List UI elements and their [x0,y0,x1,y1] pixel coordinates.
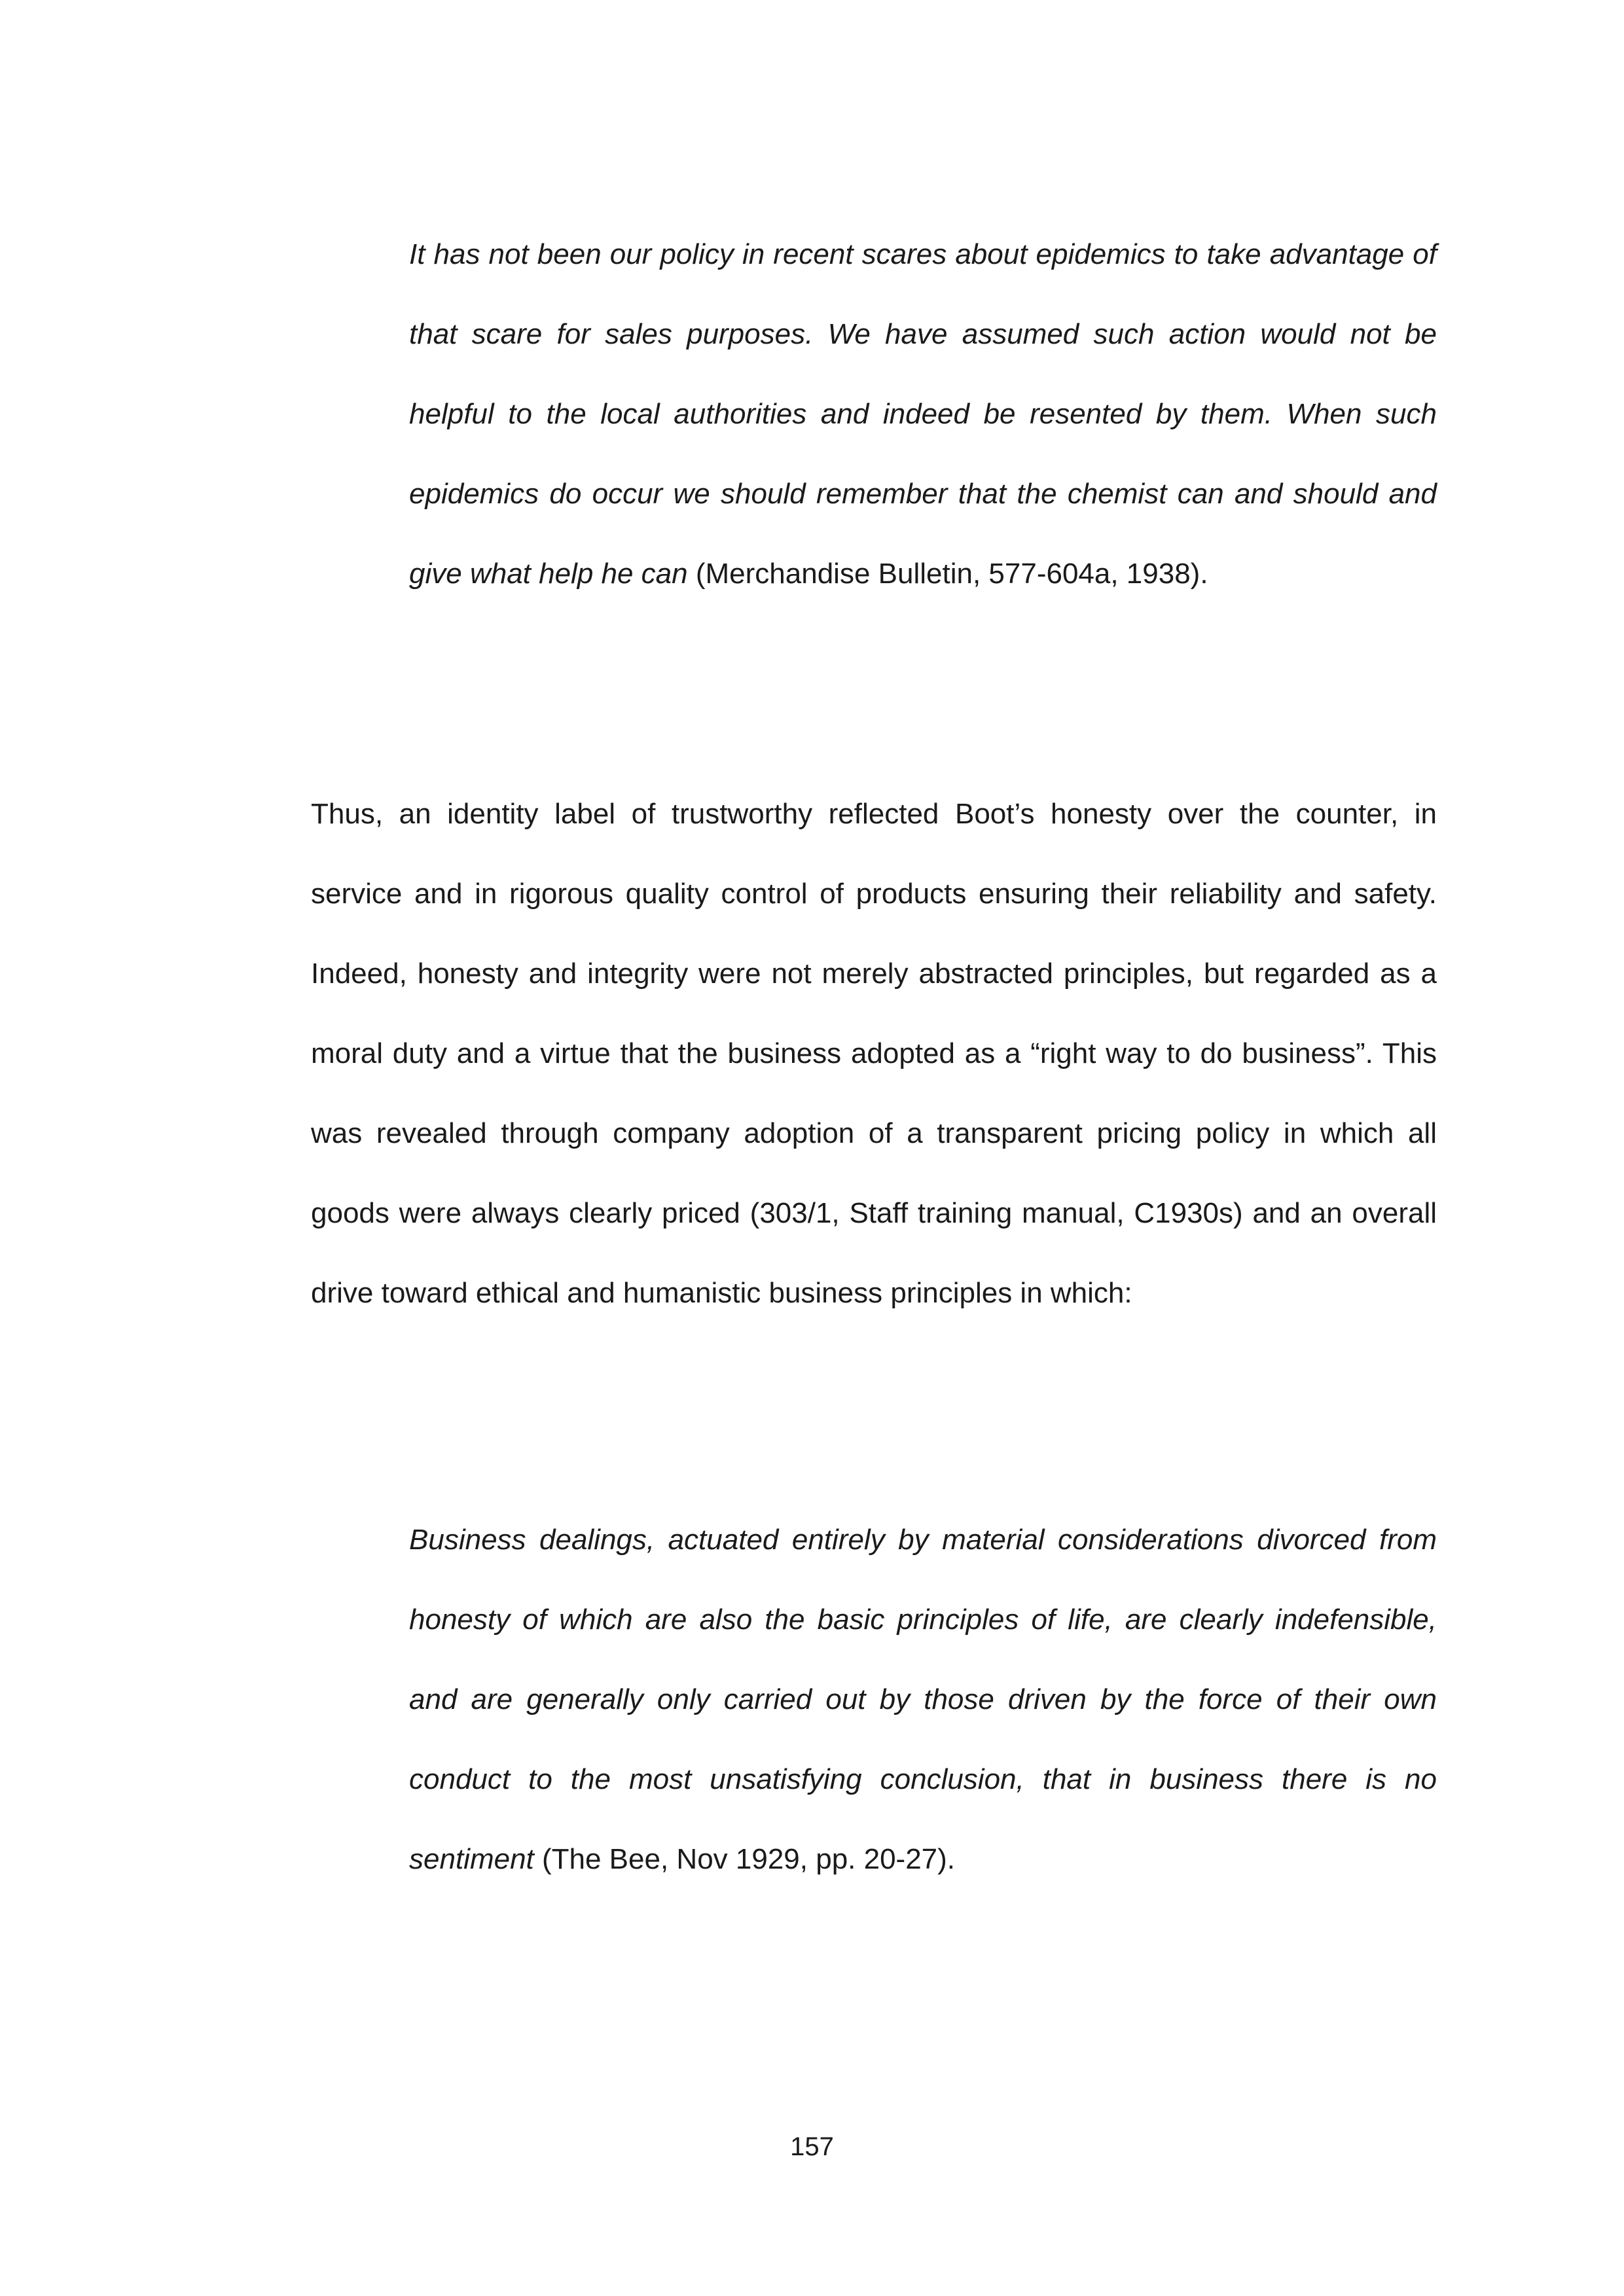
quote-text: Business dealings, actuated entirely by material considerations divorced from honesty of which are also the basic principles of life, are clearly indefensible, and are generally only carried out by those driven by the force of their own conduct to the most unsatisfying conclusion, that in business there is no sentiment [409,1524,1437,1875]
block-quote-merchandise-bulletin [409,215,1437,614]
page-number: 157 [790,2132,834,2161]
quote-citation: (The Bee, Nov 1929, pp. 20-27). [533,1843,956,1875]
quote-text: It has not been our policy in recent scares about epidemics to take advantage of that scare for sales purposes. We have assumed such action would not be helpful to the local authorities and indeed be resented by them. When such epidemics do occur we should remember that the chemist can and should and give what help he can [409,238,1437,590]
body-paragraph: Thus, an identity label of trustworthy reflected Boot’s honesty over the counter, in service and in rigorous quality control of products ensuring their reliability and safety. Indeed, honesty and integrity were not merely abstracted principles, but regarded as a moral duty and a virtue that the business adopted as a “right way to do business”. This was revealed through company adoption of a transparent pricing policy in which all goods were always clearly priced (303/1, Staff training manual, C1930s) and an overall drive toward ethical and humanistic business principles in which: [311,798,1437,1309]
quote-citation: (Merchandise Bulletin, 577-604a, 1938). [687,558,1208,590]
block-quote-the-bee [409,1500,1437,1899]
